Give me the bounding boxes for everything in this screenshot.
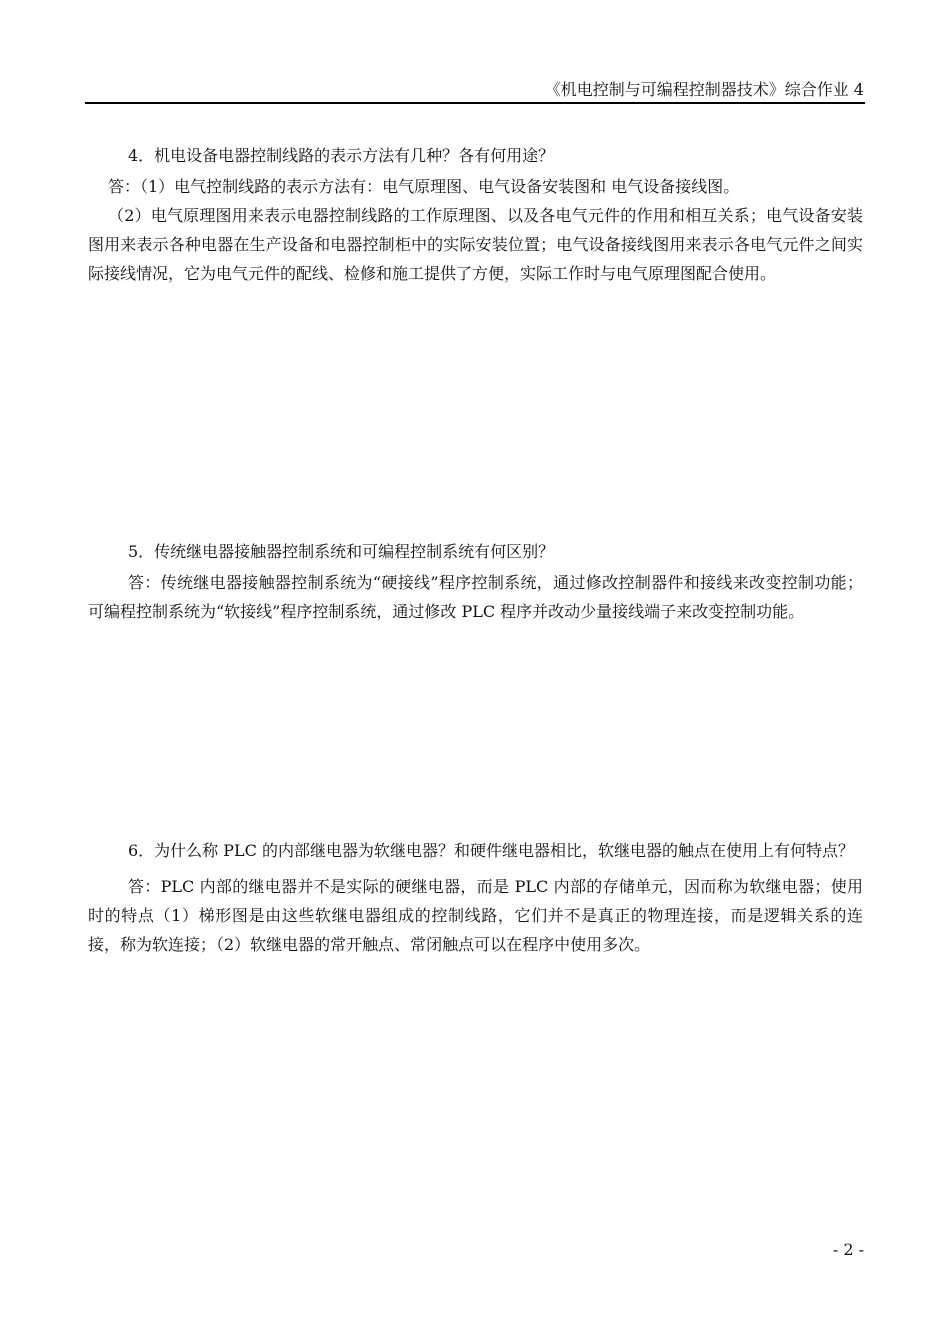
question-6-text: 6．为什么称 PLC 的内部继电器为软继电器？和硬件继电器相比，软继电器的触点在使用上有何特点？ <box>128 841 854 860</box>
answer-4-line-1: 答：（1）电气控制线路的表示方法有：电气原理图、电气设备安装图和 电气设备接线图。 <box>108 177 740 196</box>
question-4-text: 4．机电设备电器控制线路的表示方法有几种？各有何用途？ <box>128 146 555 165</box>
question-block-5 <box>88 536 863 626</box>
question-block-6 <box>88 832 863 959</box>
answer-5-line-1: 答：传统继电器接触器控制系统为“硬接线”程序控制系统，通过修改控制器件和接线来改变控制功能；可编程控制系统为“软接线”程序控制系统，通过修改 PLC 程序并改动少量接线端子来改变控制功能。 <box>88 573 863 621</box>
answer-6-text <box>88 872 863 959</box>
question-5-text: 5．传统继电器接触器控制系统和可编程控制系统有何区别？ <box>128 542 555 561</box>
answer-4-line-2: （2）电气原理图用来表示电器控制线路的工作原理图、以及各电气元件的作用和相互关系；电气设备安装图用来表示各种电器在生产设备和电器控制柜中的实际安装位置；电气设备接线图用来表示各电气元件之间实际接线情况，它为电气元件的配线、检修和施工提供了方便，实际工作时与电气原理图配合使用。 <box>88 206 863 283</box>
header-divider <box>85 102 865 104</box>
page-number: - 2 - <box>832 1240 864 1259</box>
question-block-4 <box>88 140 863 288</box>
answer-6-line-1: 答：PLC 内部的继电器并不是实际的硬继电器，而是 PLC 内部的存储单元，因而称为软继电器；使用时的特点（1）梯形图是由这些软继电器组成的控制线路，它们并不是真正的物理连接，而是逻辑关系的连接，称为软连接；（2）软继电器的常开触点、常闭触点可以在程序中使用多次。 <box>88 877 863 954</box>
page-header-title: 《机电控制与可编程控制器技术》综合作业 4 <box>544 80 864 99</box>
answer-5-text <box>88 568 863 626</box>
answer-4-text <box>88 172 863 288</box>
